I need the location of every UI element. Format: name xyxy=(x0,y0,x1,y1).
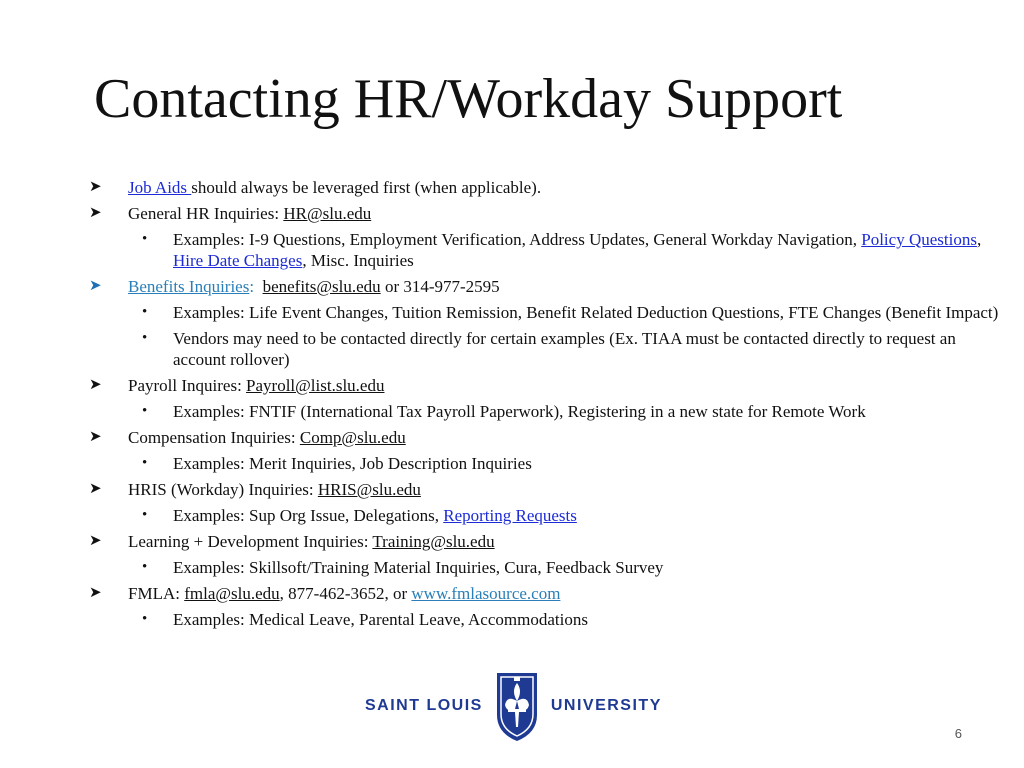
payroll-email-link[interactable]: Payroll@list.slu.edu xyxy=(246,376,385,395)
list-item xyxy=(89,505,1009,526)
dot-bullet-icon: • xyxy=(142,330,148,346)
list-item-label: HRIS (Workday) Inquiries: xyxy=(128,480,318,499)
fmlasource-link[interactable]: www.fmlasource.com xyxy=(411,584,561,603)
arrow-bullet-icon: ➤ xyxy=(89,533,102,549)
list-item-text: should always be leveraged first (when applicable). xyxy=(191,178,542,197)
list-item-text: Examples: Sup Org Issue, Delegations, xyxy=(173,506,444,525)
list-item xyxy=(89,203,1009,224)
list-item-text: Examples: Skillsoft/Training Material Inquiries, Cura, Feedback Survey xyxy=(173,558,664,577)
list-item xyxy=(89,177,1009,198)
list-item xyxy=(89,427,1009,448)
list-item xyxy=(89,328,1009,370)
benefits-inquiries-link[interactable]: Benefits Inquiries xyxy=(128,277,250,296)
list-item-label: Learning + Development Inquiries: xyxy=(128,532,373,551)
list-item-label: FMLA: xyxy=(128,584,185,603)
policy-questions-link[interactable]: Policy Questions xyxy=(861,230,977,249)
fmla-email-link[interactable]: fmla@slu.edu xyxy=(184,584,280,603)
list-item xyxy=(89,401,1009,422)
list-item xyxy=(89,557,1009,578)
list-item xyxy=(89,375,1009,396)
arrow-bullet-icon: ➤ xyxy=(89,429,102,445)
arrow-bullet-icon: ➤ xyxy=(89,481,102,497)
list-item xyxy=(89,453,1009,474)
list-item-text: Examples: Medical Leave, Parental Leave, Accommodations xyxy=(173,610,588,629)
logo-right-word: UNIVERSITY xyxy=(550,697,662,714)
reporting-requests-link[interactable]: Reporting Requests xyxy=(443,506,577,525)
list-item xyxy=(89,302,1009,323)
list-item-label: Payroll Inquires: xyxy=(128,376,247,395)
list-item-label: Compensation Inquiries: xyxy=(128,428,300,447)
slide-title: Contacting HR/Workday Support xyxy=(94,68,843,130)
arrow-bullet-icon: ➤ xyxy=(89,179,102,195)
dot-bullet-icon: • xyxy=(142,455,148,471)
list-item xyxy=(89,229,1009,271)
arrow-bullet-icon: ➤ xyxy=(89,278,102,294)
list-item-text: Vendors may need to be contacted directly for certain examples (Ex. TIAA must be contacted directly to request an account rollover) xyxy=(173,329,956,369)
arrow-bullet-icon: ➤ xyxy=(89,585,102,601)
phone-text: or 314-977-2595 xyxy=(380,277,500,296)
dot-bullet-icon: • xyxy=(142,304,148,320)
list-item-text: Examples: I-9 Questions, Employment Verification, Address Updates, General Workday Navigation, xyxy=(173,230,857,249)
list-item-text: , 877-462-3652, or xyxy=(279,584,412,603)
dot-bullet-icon: • xyxy=(142,507,148,523)
list-item xyxy=(89,609,1009,630)
separator-text: , xyxy=(976,230,982,249)
job-aids-link[interactable]: Job Aids xyxy=(128,178,192,197)
colon-text: : xyxy=(249,277,255,296)
hris-email-link[interactable]: HRIS@slu.edu xyxy=(317,480,421,499)
logo-left-word: SAINT LOUIS xyxy=(365,697,483,714)
list-item-text: , Misc. Inquiries xyxy=(302,251,414,270)
dot-bullet-icon: • xyxy=(142,231,148,247)
benefits-email-link[interactable]: benefits@slu.edu xyxy=(262,277,381,296)
list-item-text: Examples: Life Event Changes, Tuition Remission, Benefit Related Deduction Questions, FTE Changes (Benefit Impact) xyxy=(173,303,999,322)
list-item-label: General HR Inquiries: xyxy=(128,204,284,223)
list-item xyxy=(89,531,1009,552)
dot-bullet-icon: • xyxy=(142,611,148,627)
slu-logo xyxy=(365,667,665,745)
comp-email-link[interactable]: Comp@slu.edu xyxy=(299,428,406,447)
list-item xyxy=(89,583,1009,604)
training-email-link[interactable]: Training@slu.edu xyxy=(372,532,495,551)
list-item-text: Examples: Merit Inquiries, Job Description Inquiries xyxy=(173,454,532,473)
arrow-bullet-icon: ➤ xyxy=(89,205,102,221)
hire-date-changes-link[interactable]: Hire Date Changes xyxy=(173,251,303,270)
list-item xyxy=(89,479,1009,500)
hr-email-link[interactable]: HR@slu.edu xyxy=(283,204,372,223)
page-number: 6 xyxy=(954,726,962,741)
bullet-list xyxy=(89,177,1009,630)
list-item-text: Examples: FNTIF (International Tax Payroll Paperwork), Registering in a new state for Remote Work xyxy=(173,402,866,421)
list-item xyxy=(89,276,1009,297)
fleur-de-lis-shield-icon xyxy=(493,669,541,743)
dot-bullet-icon: • xyxy=(142,559,148,575)
arrow-bullet-icon: ➤ xyxy=(89,377,102,393)
dot-bullet-icon: • xyxy=(142,403,148,419)
